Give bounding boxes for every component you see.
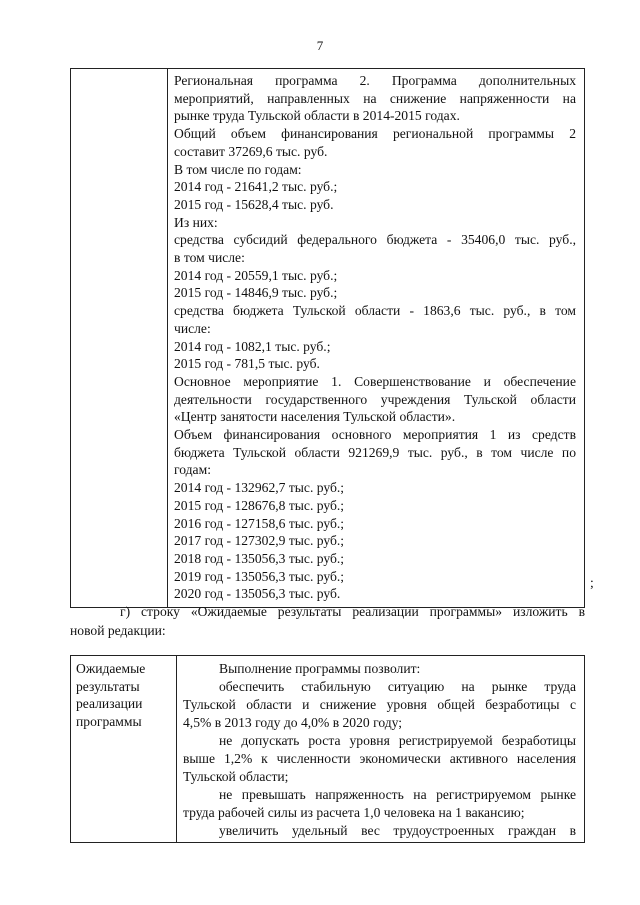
- text-line: мероприятий, направленных на снижение напряженности на: [174, 90, 576, 106]
- row-label-line: результаты: [76, 678, 140, 694]
- text-line: не допускать роста уровня регистрируемой безработицы: [219, 733, 576, 748]
- table-left-cell: [71, 69, 168, 608]
- table-content-cell: [177, 656, 585, 843]
- text-line: 2014 год - 1082,1 тыс. руб.;: [174, 338, 331, 354]
- text-line: числе:: [174, 320, 211, 336]
- text-line: 2015 год - 128676,8 тыс. руб.;: [174, 497, 345, 513]
- text-line: Объем финансирования основного мероприятия 1 из средств: [174, 427, 576, 443]
- text-line: 2014 год - 132962,7 тыс. руб.;: [174, 480, 345, 496]
- text-line: средства субсидий федерального бюджета - 35406,0 тыс. руб.,: [174, 232, 576, 248]
- text-line: 2015 год - 15628,4 тыс. руб.: [174, 196, 334, 212]
- text-line: Региональная программа 2. Программа дополнительных: [174, 73, 576, 88]
- text-line: «Центр занятости населения Тульской области».: [174, 409, 456, 425]
- text-line: Основное мероприятие 1. Совершенствование и обеспечение: [174, 373, 576, 389]
- text-line: 2016 год - 127158,6 тыс. руб.;: [174, 515, 345, 531]
- row-label-line: программы: [76, 713, 142, 729]
- text-line: обеспечить стабильную ситуацию на рынке труда: [219, 679, 576, 694]
- text-line: деятельности государственного учреждения Тульской области: [174, 391, 576, 407]
- text-line: не превышать напряженность на регистрируемом рынке: [219, 787, 576, 802]
- text-line: Из них:: [174, 214, 218, 230]
- text-line: в том числе:: [174, 250, 245, 266]
- text-line: труда рабочей силы из расчета 1,0 человека на 1 вакансию;: [183, 805, 525, 820]
- text-line: Тульской области и снижение уровня общей безработицы с: [183, 697, 576, 712]
- text-line: В том числе по годам:: [174, 161, 302, 177]
- text-line: годам:: [174, 462, 211, 478]
- expected-results-table: [70, 655, 585, 843]
- trailing-semicolon: ;: [590, 575, 594, 590]
- program-financing-table: [70, 68, 585, 608]
- row-label-line: Ожидаемые: [76, 661, 146, 676]
- text-line: 2018 год - 135056,3 тыс. руб.;: [174, 550, 345, 566]
- text-line: 2017 год - 127302,9 тыс. руб.;: [174, 533, 345, 549]
- text-line: 2020 год - 135056,3 тыс. руб.: [174, 586, 341, 602]
- text-line: 2014 год - 21641,2 тыс. руб.;: [174, 179, 338, 195]
- table-content-cell: [168, 69, 585, 608]
- row-label-line: реализации: [76, 696, 143, 712]
- text-line: выше 1,2% к численности экономически активного населения: [183, 751, 576, 766]
- text-line: увеличить удельный вес трудоустроенных граждан в: [219, 823, 576, 838]
- text-line: средства бюджета Тульской области - 1863,6 тыс. руб., в том: [174, 303, 576, 319]
- text-line: Общий объем финансирования региональной программы 2: [174, 126, 576, 142]
- row-label-cell: [71, 656, 177, 843]
- text-line: 2015 год - 781,5 тыс. руб.: [174, 356, 320, 372]
- text-line: составит 37269,6 тыс. руб.: [174, 143, 328, 159]
- instruction-line: г) строку «Ожидаемые результаты реализации программы» изложить в: [120, 604, 585, 619]
- instruction-line: новой редакции:: [70, 623, 166, 638]
- text-line: 4,5% в 2013 году до 4,0% в 2020 году;: [183, 715, 403, 730]
- page-number: 7: [316, 38, 324, 53]
- text-line: 2015 год - 14846,9 тыс. руб.;: [174, 285, 338, 301]
- text-line: Тульской области;: [183, 769, 289, 784]
- text-line: 2014 год - 20559,1 тыс. руб.;: [174, 267, 338, 283]
- text-line: бюджета Тульской области 921269,9 тыс. руб., в том числе по: [174, 444, 576, 460]
- text-line: рынке труда Тульской области в 2014-2015 годах.: [174, 108, 460, 124]
- text-line: Выполнение программы позволит:: [219, 661, 421, 676]
- text-line: 2019 год - 135056,3 тыс. руб.;: [174, 568, 345, 584]
- instruction-paragraph: [70, 602, 585, 640]
